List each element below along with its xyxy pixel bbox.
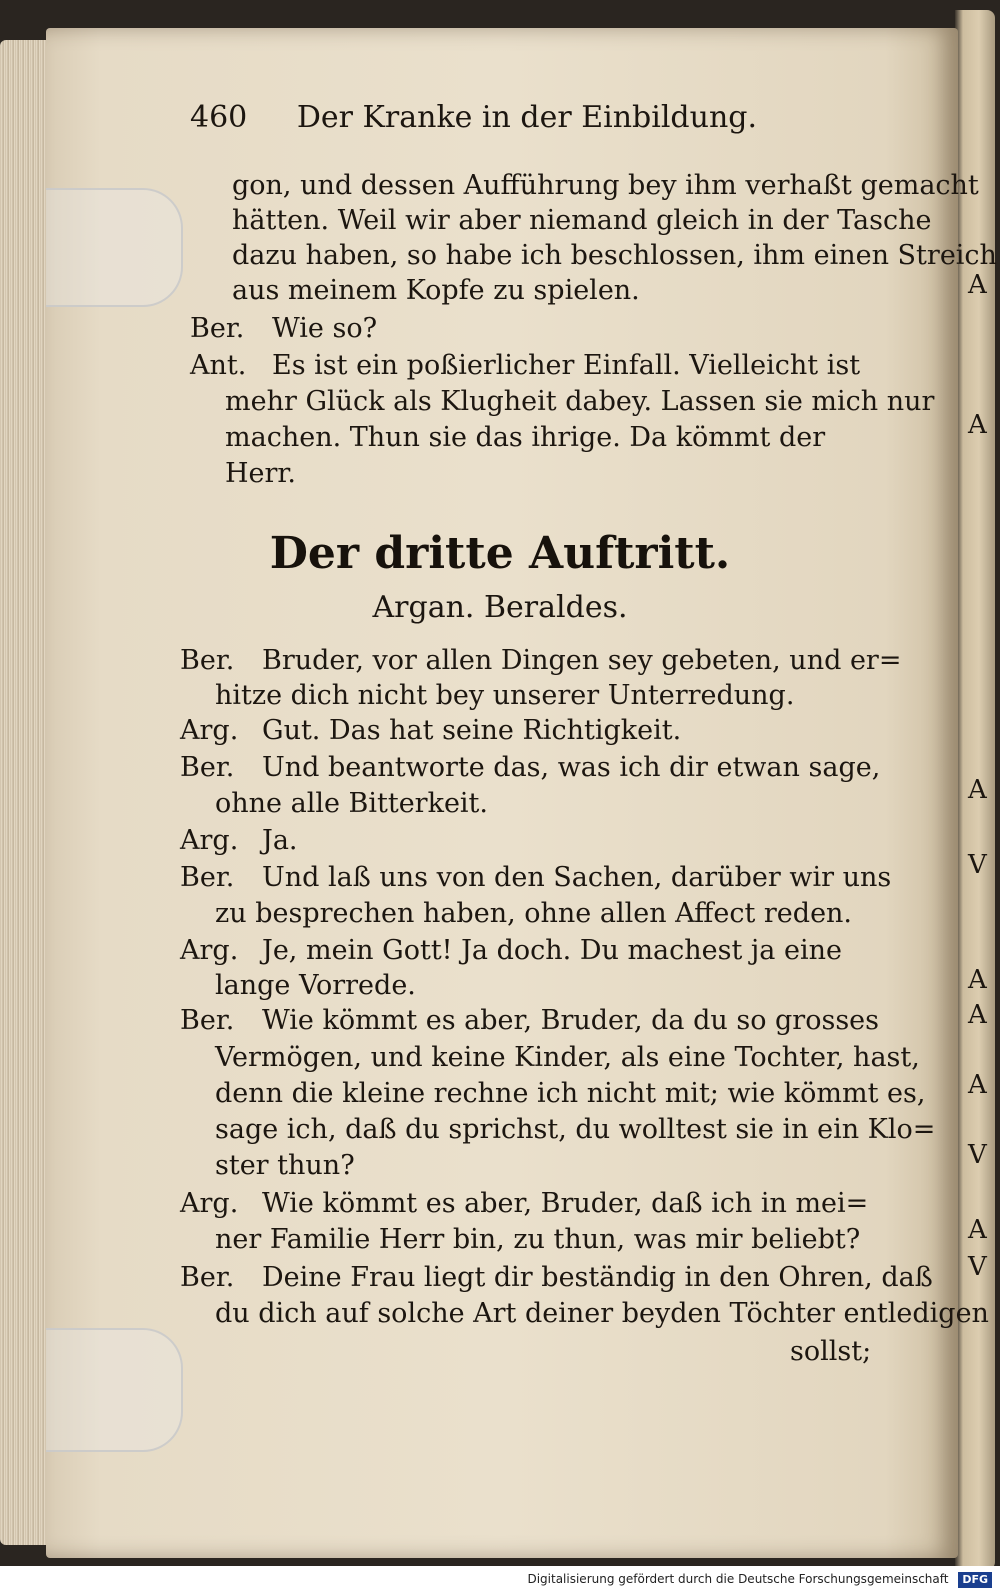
- margin-mark: A: [968, 270, 987, 300]
- speech-text: mehr Glück als Klugheit dabey. Lassen sie mich nur: [225, 386, 935, 417]
- speech-text: Je, mein Gott! Ja doch. Du machest ja eine: [262, 935, 842, 966]
- text-line: aus meinem Kopfe zu spielen.: [232, 275, 640, 306]
- speech-text: Und beantworte das, was ich dir etwan sage,: [262, 752, 881, 783]
- margin-mark: A: [968, 1000, 987, 1030]
- footer-bar: [0, 1566, 1000, 1592]
- margin-mark: A: [968, 410, 987, 440]
- speaker-label: Ber.: [180, 1005, 235, 1036]
- dialog-line: [190, 350, 860, 381]
- dialog-line: [190, 313, 377, 344]
- dialog-line: [180, 715, 681, 746]
- speech-text: hitze dich nicht bey unserer Unterredung.: [215, 680, 795, 711]
- speech-text: lange Vorrede.: [215, 970, 416, 1001]
- margin-mark: A: [968, 775, 987, 805]
- dialog-line: [180, 1005, 879, 1036]
- dialog-line: [180, 825, 298, 856]
- speaker-label: Arg.: [180, 1188, 239, 1219]
- dialog-line: [180, 862, 891, 893]
- speaker-label: Ber.: [180, 862, 235, 893]
- clamp-tab-top: [46, 188, 183, 307]
- speaker-label: Ant.: [190, 350, 247, 381]
- speech-text: zu besprechen haben, ohne allen Affect reden.: [215, 898, 853, 929]
- margin-mark: V: [968, 1252, 987, 1282]
- speech-text: Gut. Das hat seine Richtigkeit.: [262, 715, 682, 746]
- speech-text: ster thun?: [215, 1150, 355, 1181]
- speaker-label: Arg.: [180, 825, 239, 856]
- margin-mark: V: [968, 1140, 987, 1170]
- speech-text: Bruder, vor allen Dingen sey gebeten, und er=: [262, 645, 902, 676]
- speech-text: Und laß uns von den Sachen, darüber wir uns: [262, 862, 892, 893]
- speaker-label: Arg.: [180, 935, 239, 966]
- speech-text: Deine Frau liegt dir beständig in den Ohren, daß: [262, 1262, 933, 1293]
- scene-heading: Der dritte Auftritt.: [269, 528, 731, 579]
- catchword: sollst;: [790, 1336, 872, 1367]
- speaker-label: Ber.: [180, 645, 235, 676]
- speech-text: Wie so?: [272, 313, 378, 344]
- speech-text: du dich auf solche Art deiner beyden Töchter entledigen: [215, 1298, 989, 1329]
- page-number: 460: [190, 100, 248, 135]
- footer-credit: Digitalisierung gefördert durch die Deutsche Forschungsgemeinschaft: [527, 1572, 949, 1586]
- dialog-line: [180, 1262, 933, 1293]
- scene-characters: Argan. Beraldes.: [372, 590, 628, 625]
- margin-mark: A: [968, 1215, 987, 1245]
- speech-text: machen. Thun sie das ihrige. Da kömmt der: [225, 422, 826, 453]
- speech-text: Wie kömmt es aber, Bruder, daß ich in mei=: [262, 1188, 869, 1219]
- speaker-label: Ber.: [180, 752, 235, 783]
- speech-text: ner Familie Herr bin, zu thun, was mir beliebt?: [215, 1224, 861, 1255]
- dialog-line: [180, 645, 901, 676]
- margin-mark: A: [968, 1070, 987, 1100]
- speech-text: sage ich, daß du sprichst, du wolltest sie in ein Klo=: [215, 1114, 936, 1145]
- speech-text: ohne alle Bitterkeit.: [215, 788, 488, 819]
- margin-mark: A: [968, 965, 987, 995]
- speech-text: Ja.: [262, 825, 298, 856]
- speaker-label: Ber.: [190, 313, 245, 344]
- speaker-label: Arg.: [180, 715, 239, 746]
- dfg-logo: DFG: [958, 1572, 992, 1588]
- speech-text: Vermögen, und keine Kinder, als eine Tochter, hast,: [215, 1042, 920, 1073]
- running-header: [190, 100, 870, 135]
- margin-mark: V: [968, 850, 987, 880]
- clamp-tab-bottom: [46, 1328, 183, 1452]
- text-line: hätten. Weil wir aber niemand gleich in der Tasche: [232, 205, 932, 236]
- dialog-line: [180, 935, 842, 966]
- dialog-line: [180, 752, 880, 783]
- text-line: gon, und dessen Aufführung bey ihm verhaßt gemacht: [232, 170, 979, 201]
- speech-text: Es ist ein poßierlicher Einfall. Vielleicht ist: [272, 350, 861, 381]
- speaker-label: Ber.: [180, 1262, 235, 1293]
- text-line: dazu haben, so habe ich beschlossen, ihm einen Streich: [232, 240, 997, 271]
- running-title: Der Kranke in der Einbildung.: [296, 100, 758, 135]
- speech-text: denn die kleine rechne ich nicht mit; wie kömmt es,: [215, 1078, 926, 1109]
- speech-text: Wie kömmt es aber, Bruder, da du so grosses: [262, 1005, 880, 1036]
- speech-text: Herr.: [225, 458, 296, 489]
- dialog-line: [180, 1188, 868, 1219]
